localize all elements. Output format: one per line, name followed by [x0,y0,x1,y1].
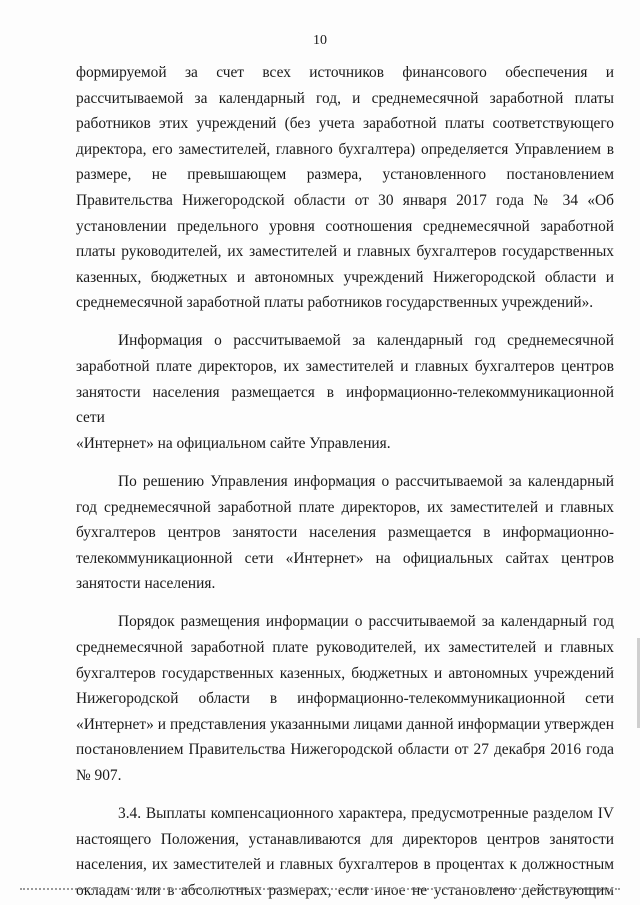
text-line: окладам или в абсолютных размерах, если иное не установлено действующим [76,881,614,899]
text-line: «Интернет» и представления указанными лицами данной информации утвержден [76,715,614,733]
text-line: Информация о рассчитываемой за календарный год среднемесячной [118,332,614,350]
text-line: По решению Управления информация о рассчитываемой за календарный [118,472,614,490]
text-line: год среднемесячной заработной плате директоров, их заместителей и главных [76,498,614,516]
text-line: размере, не превышающем размера, установленного постановлением [76,166,614,184]
text-line: платы руководителей, их заместителей и главных бухгалтеров государственных [76,243,614,261]
text-line: № 907. [76,766,122,784]
text-line: бухгалтеров центров занятости населения размещается в информационно- [76,524,614,542]
text-line: телекоммуникационной сети «Интернет» на официальных сайтах центров [76,549,614,567]
text-line: занятости населения размещается в информационно-телекоммуникационной сети [76,383,614,427]
scan-bottom-artifact [20,888,620,892]
text-line: рассчитываемой за календарный год, и среднемесячной заработной платы [76,89,614,107]
text-line: бухгалтеров государственных казенных, бюджетных и автономных учреждений [76,664,614,682]
text-line: населения, их заместителей и главных бухгалтеров в процентах к должностным [76,856,614,874]
text-line: директора, его заместителей, главного бухгалтера) определяется Управлением в [76,140,614,158]
text-line: среднемесячной заработной плате руководителей, их заместителей и главных [76,638,614,656]
text-line: занятости населения. [76,575,216,593]
text-line: работников этих учреждений (без учета заработной платы соответствующего [76,115,614,133]
text-line: настоящего Положения, устанавливаются для директоров центров занятости [76,830,614,848]
text-line: формируемой за счет всех источников финансового обеспечения и [76,64,614,81]
text-line: среднемесячной заработной платы работников государственных учреждений». [76,294,594,312]
page-number: 10 [313,33,327,48]
text-line: постановлением Правительства Нижегородской области от 27 декабря 2016 года [76,741,614,759]
text-line: казенных, бюджетных и автономных учреждений Нижегородской области и [76,268,614,286]
text-line: установлении предельного уровня соотношения среднемесячной заработной [76,217,614,235]
text-line: заработной плате директоров, их заместителей и главных бухгалтеров центров [76,358,614,376]
text-line: 3.4. Выплаты компенсационного характера, предусмотренные разделом IV [118,805,614,823]
text-line: Нижегородской области в информационно-телекоммуникационной сети [76,690,614,708]
text-line: «Интернет» на официальном сайте Управления. [76,434,391,452]
document-body [76,60,614,903]
text-line: Правительства Нижегородской области от 30 января 2017 года № 34 «Об [76,191,614,209]
text-line: Порядок размещения информации о рассчитываемой за календарный год [118,613,614,631]
